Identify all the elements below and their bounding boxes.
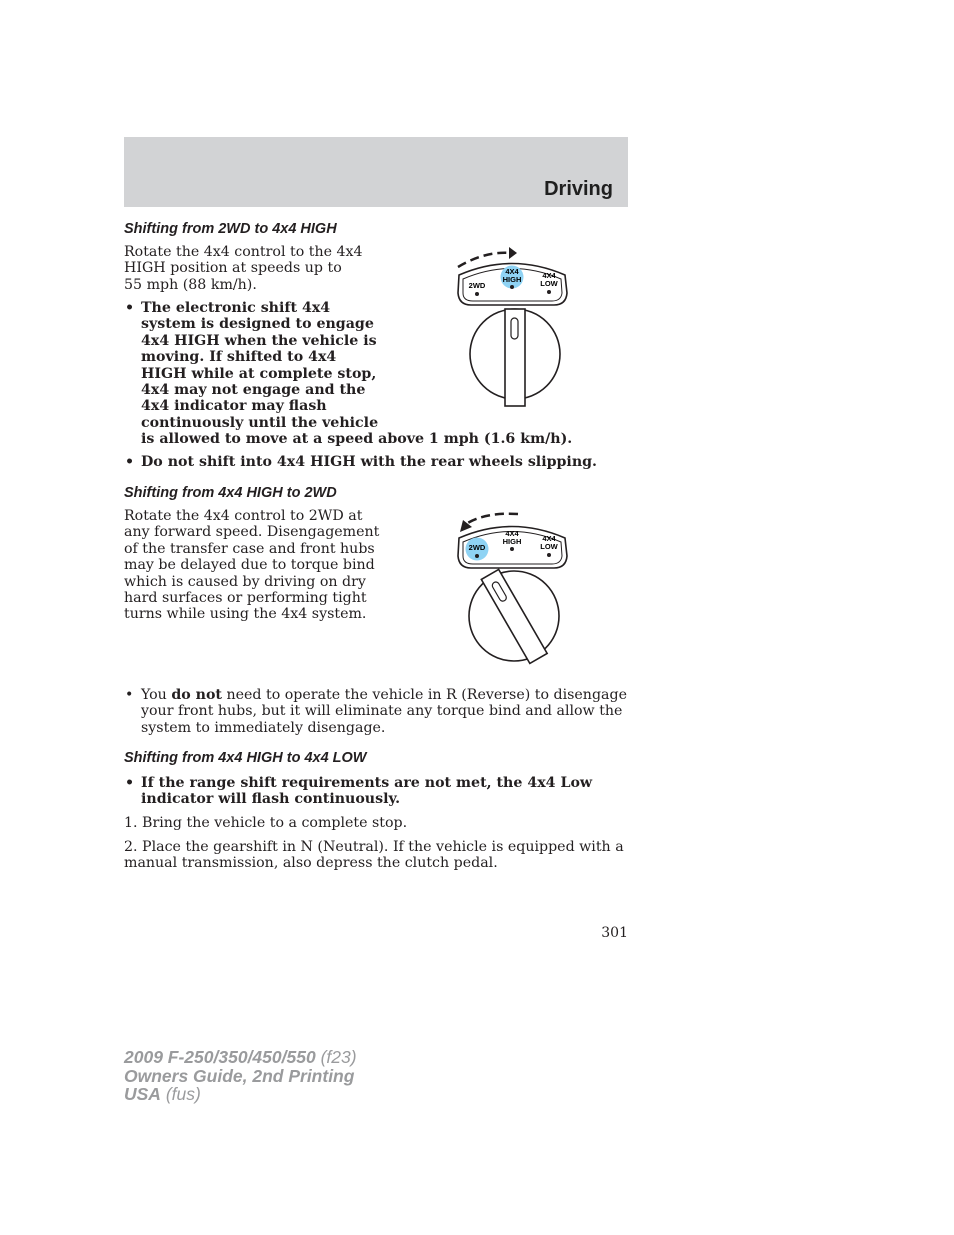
handle-indicator-slot	[511, 318, 518, 339]
heading-4x4-high-to-2wd: Shifting from 4x4 HIGH to 2WD	[124, 485, 337, 501]
section-header-band	[124, 137, 628, 207]
section-title: Driving	[544, 178, 613, 200]
label-4x4-high-top: 4X4	[505, 529, 519, 538]
bullet-electronic-shift: • The electronic shift 4x4 system is designed to engage 4x4 HIGH when the vehicle is moving. If shifted to 4x4 HIGH while at complete stop, 4x4 may not engage and the 4x4 indicator may flash continuously until the vehicle is allowed to move at a speed above 1 mph (1.6 km/h).	[124, 300, 572, 448]
heading-4x4-high-to-4x4-low: Shifting from 4x4 HIGH to 4x4 LOW	[124, 750, 367, 766]
paragraph-rotate-to-high: Rotate the 4x4 control to the 4x4 HIGH position at speeds up to 55 mph (88 km/h).	[124, 244, 363, 293]
position-dot-2wd	[475, 554, 479, 558]
step-2: 2. Place the gearshift in N (Neutral). If the vehicle is equipped with a manual transmission, also depress the clutch pedal.	[124, 839, 624, 872]
figure-2wd-dial	[450, 508, 575, 668]
rotation-arrow-path	[466, 514, 518, 524]
step-1: 1. Bring the vehicle to a complete stop.	[124, 815, 408, 831]
bullet-range-shift-requirements: • If the range shift requirements are not met, the 4x4 Low indicator will flash continuously.	[124, 775, 592, 808]
document-footer: 2009 F-250/350/450/550 (f23) Owners Guide, 2nd Printing USA (fus)	[124, 1047, 357, 1105]
position-dot-2wd	[475, 292, 479, 296]
label-4x4-low-top: 4X4	[542, 271, 556, 280]
label-4x4-low-bottom: LOW	[540, 542, 558, 551]
figure-4x4-high-dial	[450, 245, 575, 410]
position-dot-high	[510, 547, 514, 551]
position-dot-low	[547, 290, 551, 294]
heading-2wd-to-4x4-high: Shifting from 2WD to 4x4 HIGH	[124, 221, 337, 237]
label-4x4-low-bottom: LOW	[540, 279, 558, 288]
label-4x4-high-bottom: HIGH	[502, 537, 522, 546]
label-4x4-high-top: 4X4	[505, 267, 519, 276]
label-4x4-high-bottom: HIGH	[502, 275, 522, 284]
label-2wd: 2WD	[468, 543, 486, 552]
position-dot-high	[510, 285, 514, 289]
bullet-do-not-need-reverse: • You do not need to operate the vehicle in R (Reverse) to disengage your front hubs, but it will eliminate any torque bind and allow the system to immediately disengage.	[124, 687, 627, 736]
page-number: 301	[601, 925, 628, 941]
paragraph-rotate-to-2wd: Rotate the 4x4 control to 2WD at any forward speed. Disengagement of the transfer case and front hubs may be delayed due to torque bind which is caused by driving on dry hard surfaces or performing tight turns while using the 4x4 system.	[124, 508, 380, 623]
label-4x4-low-top: 4X4	[542, 534, 556, 543]
position-dot-low	[547, 553, 551, 557]
label-2wd: 2WD	[468, 281, 486, 290]
bullet-rear-wheels-slipping: • Do not shift into 4x4 HIGH with the rear wheels slipping.	[124, 454, 597, 470]
arrow-head-icon	[509, 247, 517, 259]
